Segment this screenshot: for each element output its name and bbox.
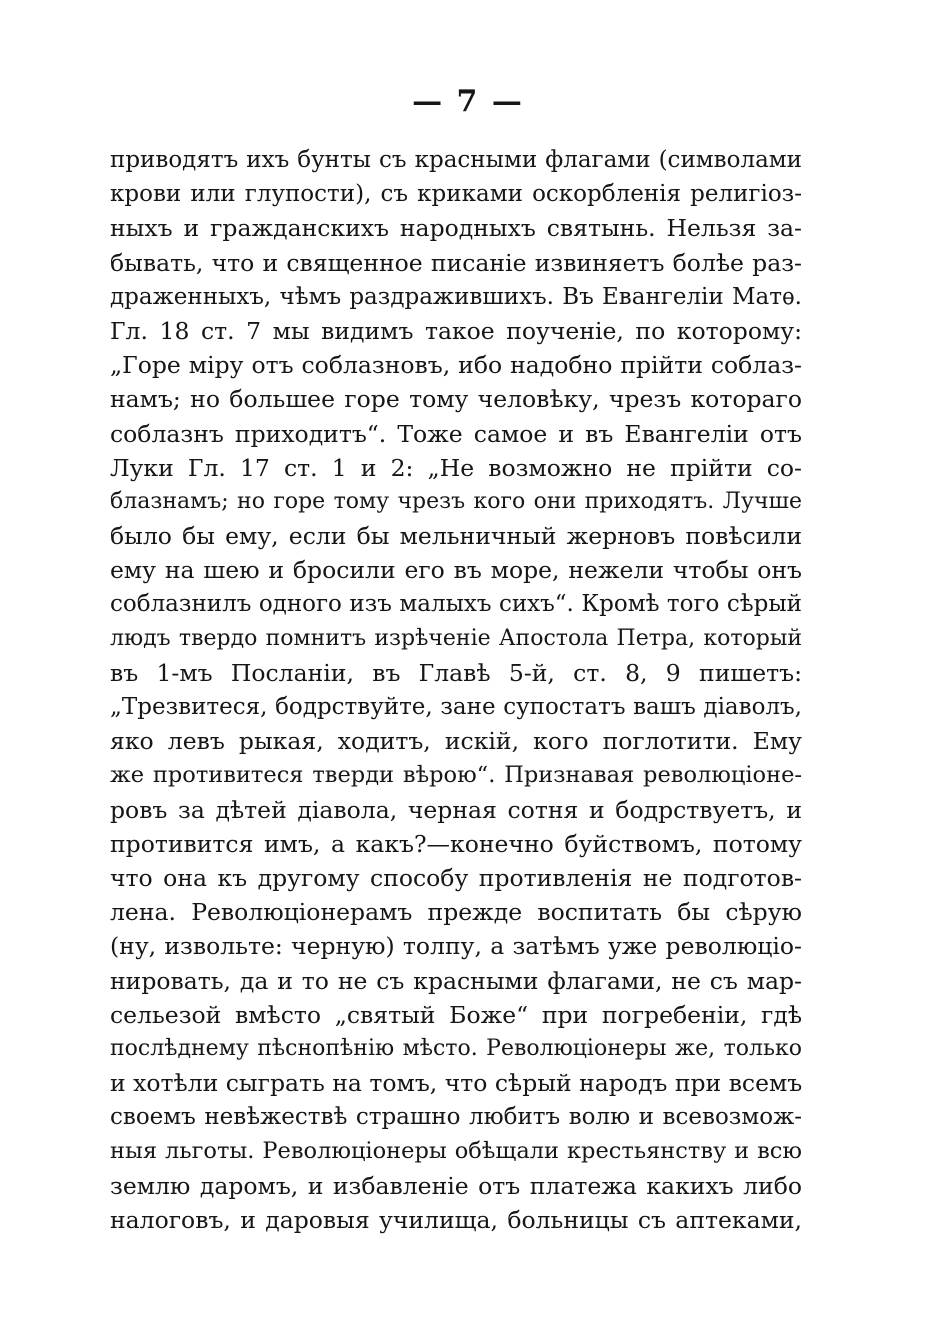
text-line: и хотѣли сыграть на томъ, что сѣрый народъ при всемъ <box>110 1069 802 1098</box>
text-line: крови или глупости), съ криками оскорбленія религіоз- <box>110 181 802 208</box>
text-line: противится имъ, а какъ?—конечно буйствомъ, потому <box>110 829 802 858</box>
page-body-text <box>110 143 802 1237</box>
text-line: намъ; но большее горе тому человѣку, чрезъ котораго <box>110 385 802 414</box>
text-line: же противитеся тверди вѣрою“. Признавая революціоне- <box>110 762 802 789</box>
text-line: ныя льготы. Революціонеры обѣщали крестьянству и всю <box>110 1138 802 1165</box>
text-line: ныхъ и гражданскихъ народныхъ святынь. Нельзя за- <box>110 214 802 243</box>
text-line: Луки Гл. 17 ст. 1 и 2: „Не возможно не прійти со- <box>110 453 802 482</box>
text-line: Гл. 18 ст. 7 мы видимъ такое поученіе, по которому: <box>110 316 802 345</box>
text-line: соблазнилъ одного изъ малыхъ сихъ“. Кромѣ того сѣрый <box>110 591 802 618</box>
text-line: приводятъ ихъ бунты съ красными флагами (символами <box>110 147 802 173</box>
text-line: „Горе міру отъ соблазновъ, ибо надобно прійти соблаз- <box>110 351 802 380</box>
text-line: драженныхъ, чѣмъ раздражившихъ. Въ Евангеліи Матѳ. <box>110 283 802 310</box>
text-line: людъ твердо помнитъ изрѣченіе Апостола Петра, который <box>110 625 802 651</box>
text-line: было бы ему, если бы мельничный жерновъ повѣсили <box>110 522 802 551</box>
text-line: ему на шею и бросили его въ море, нежели чтобы онъ <box>110 556 802 585</box>
text-line: яко левъ рыкая, ходитъ, искій, кого поглотити. Ему <box>110 727 802 756</box>
text-line: сельезой вмѣсто „святый Боже“ при погребеніи, гдѣ <box>110 1000 802 1029</box>
text-line: послѣднему пѣснопѣнію мѣсто. Революціонеры же, только <box>110 1035 802 1061</box>
page-number-header: — 7 — <box>412 84 524 119</box>
text-line: ровъ за дѣтей діавола, черная сотня и бодрствуетъ, и <box>110 795 802 824</box>
text-line: соблазнъ приходитъ“. Тоже самое и въ Евангеліи отъ <box>110 419 802 448</box>
text-line: въ 1-мъ Посланіи, въ Главѣ 5-й, ст. 8, 9 пишетъ: <box>110 658 802 687</box>
text-line: „Трезвитеся, бодрствуйте, зане супостатъ вашъ діаволъ, <box>110 694 802 720</box>
text-line: своемъ невѣжествѣ страшно любитъ волю и всевозмож- <box>110 1104 802 1131</box>
text-line: бывать, что и священное писаніе извиняетъ болѣе раз- <box>110 248 802 277</box>
text-line: блазнамъ; но горе тому чрезъ кого они приходятъ. Лучше <box>110 488 802 514</box>
text-line: нировать, да и то не съ красными флагами, не съ мар- <box>110 966 802 995</box>
text-line: что она къ другому способу противленія не подготов- <box>110 863 802 892</box>
text-line: лена. Революціонерамъ прежде воспитать бы сѣрую <box>110 898 802 927</box>
text-line: налоговъ, и даровыя училища, больницы съ аптеками, <box>110 1205 802 1234</box>
text-line: землю даромъ, и избавленіе отъ платежа какихъ либо <box>110 1171 802 1200</box>
text-line: (ну, извольте: черную) толпу, а затѣмъ уже революціо- <box>110 932 802 961</box>
